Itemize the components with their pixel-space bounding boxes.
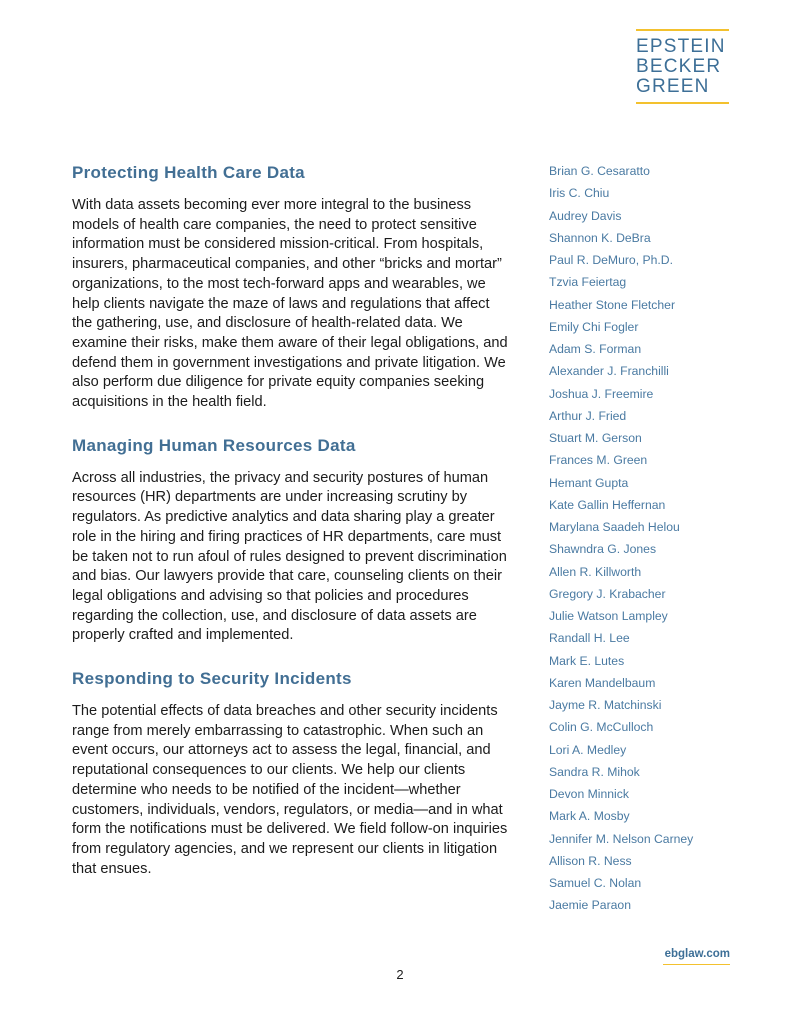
attorney-name[interactable]: Emily Chi Fogler [549,319,639,334]
attorney-name[interactable]: Karen Mandelbaum [549,675,656,690]
attorney-name[interactable]: Audrey Davis [549,208,622,223]
attorney-name[interactable]: Jaemie Paraon [549,898,631,913]
attorney-name[interactable]: Gregory J. Krabacher [549,586,666,601]
attorney-name[interactable]: Shannon K. DeBra [549,230,651,245]
attorney-name[interactable]: Iris C. Chiu [549,186,610,201]
attorney-name[interactable]: Sandra R. Mihok [549,764,640,779]
section-title-health-care: Protecting Health Care Data [72,163,305,182]
logo-line-1: EPSTEIN [636,36,726,57]
attorney-name[interactable]: Colin G. McCulloch [549,720,654,735]
page-number: 2 [396,967,404,982]
attorney-name[interactable]: Jayme R. Matchinski [549,698,662,712]
logo-bottom-rule [636,102,729,104]
attorney-name[interactable]: Arthur J. Fried [549,408,627,423]
website-footer [663,946,730,965]
section-body-health-care: With data assets becoming ever more integral to the business models of health care companies, the need to protect sensitive information must be considered mission-critical. From hospitals, insurers, pharmaceutical companies, and other “bricks and mortar” organizations, to the most tech-forward apps and wearables, we help clients navigate the maze of laws and regulations that affect the gathering, use, and disclosure of health-related data. We examine their risks, make them aware of their legal obligations, and defend them in government investigations and private litigation. We also perform due diligence for private equity companies seeking acquisitions in the health field. [72,197,508,411]
attorney-name[interactable]: Paul R. DeMuro, Ph.D. [549,253,673,267]
attorney-name[interactable]: Samuel C. Nolan [549,876,642,890]
logo-top-rule [636,29,729,31]
website-underline [663,964,730,965]
website-link[interactable]: ebglaw.com [664,948,730,960]
attorney-name[interactable]: Allen R. Killworth [549,564,642,579]
section-body-security-incidents: The potential effects of data breaches and other security incidents range from merely embarrassing to catastrophic. When such an event occurs, our attorneys act to assess the legal, financial, and reputational consequences to our clients. We help our clients determine who needs to be notified of the incident—whether customers, individuals, vendors, regulators, or media—and in what form the notifications must be delivered. We field follow-on inquiries from regulatory agencies, and we represent our clients in litigation that ensues. [72,703,508,877]
attorney-name[interactable]: Tzvia Feiertag [549,275,627,290]
attorney-name[interactable]: Kate Gallin Heffernan [549,497,666,512]
attorney-name[interactable]: Randall H. Lee [549,631,630,646]
logo-line-3: GREEN [636,76,710,97]
attorney-name[interactable]: Shawndra G. Jones [549,542,657,557]
main-content [72,160,512,899]
logo-line-2: BECKER [636,56,722,77]
attorney-name[interactable]: Mark E. Lutes [549,653,625,668]
attorney-name[interactable]: Jennifer M. Nelson Carney [549,831,694,846]
attorney-name[interactable]: Stuart M. Gerson [549,431,642,445]
attorney-name[interactable]: Brian G. Cesaratto [549,164,650,178]
section-title-human-resources: Managing Human Resources Data [72,435,356,455]
attorney-name[interactable]: Devon Minnick [549,787,629,801]
attorney-name[interactable]: Lori A. Medley [549,742,627,757]
attorney-name[interactable]: Heather Stone Fletcher [549,297,676,312]
attorney-list [549,160,749,917]
attorney-name[interactable]: Joshua J. Freemire [549,386,654,401]
section-body-human-resources: Across all industries, the privacy and security postures of human resources (HR) departments are under increasing scrutiny by regulators. As predictive analytics and data sharing play a greater role in the hiring and firing practices of HR departments, care must be taken not to run afoul of rules designed to prevent discrimination and bias. Our lawyers provide that care, counseling clients on their legal obligations and advising so that policies and procedures regarding the collection, use, and disclosure of data assets are properly crafted and implemented. [72,469,507,644]
attorney-name[interactable]: Marylana Saadeh Helou [549,520,680,534]
firm-logo [636,29,729,104]
attorney-name[interactable]: Alexander J. Franchilli [549,364,669,379]
section-title-security-incidents: Responding to Security Incidents [72,669,352,689]
attorney-name[interactable]: Frances M. Green [549,453,648,468]
attorney-name[interactable]: Hemant Gupta [549,475,629,490]
attorney-name[interactable]: Allison R. Ness [549,853,632,868]
attorney-name[interactable]: Adam S. Forman [549,342,642,356]
attorney-name[interactable]: Julie Watson Lampley [549,609,668,623]
attorney-name[interactable]: Mark A. Mosby [549,809,630,824]
